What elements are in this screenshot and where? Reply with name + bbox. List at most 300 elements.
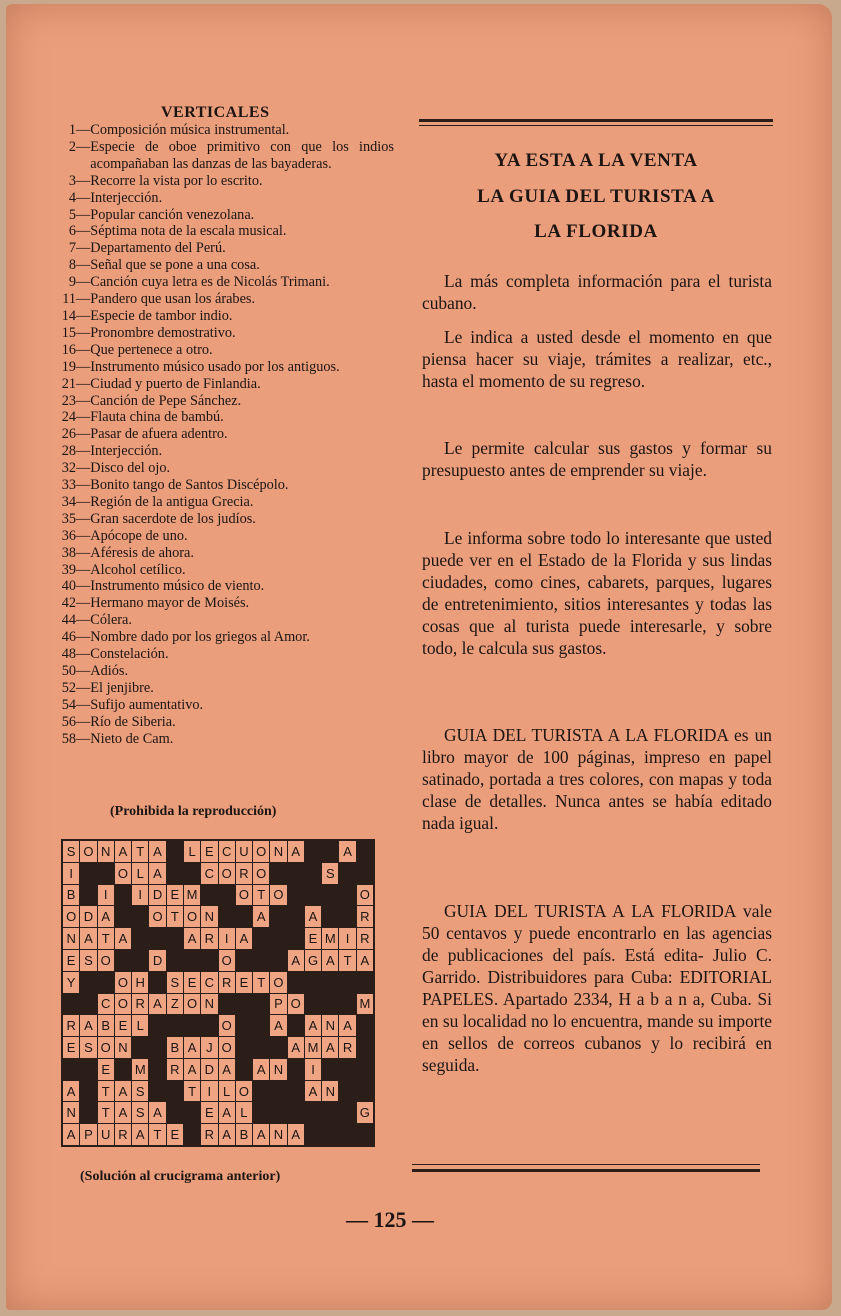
clue-text: Séptima nota de la escala musical.: [90, 223, 287, 240]
top-rule: [419, 119, 773, 122]
grid-letter-cell: A: [305, 906, 321, 927]
grid-letter-cell: C: [98, 994, 114, 1015]
grid-letter-cell: A: [184, 1037, 200, 1058]
grid-black-cell: [184, 1015, 200, 1036]
grid-letter-cell: D: [149, 950, 165, 971]
clue-number: 6: [68, 223, 76, 240]
grid-letter-cell: A: [305, 1015, 321, 1036]
grid-black-cell: [322, 841, 338, 862]
grid-black-cell: [322, 1124, 338, 1145]
clue-number: 38: [61, 544, 76, 561]
clue-item: [52, 223, 394, 240]
grid-letter-cell: R: [167, 1059, 183, 1080]
grid-letter-cell: O: [219, 863, 235, 884]
grid-black-cell: [115, 1059, 131, 1080]
grid-letter-cell: A: [115, 1102, 131, 1123]
grid-letter-cell: T: [339, 950, 355, 971]
grid-black-cell: [305, 972, 321, 993]
clue-text: Sufijo aumentativo.: [90, 696, 204, 713]
clue-text: Nieto de Cam.: [90, 730, 174, 747]
grid-black-cell: [339, 1081, 355, 1102]
grid-black-cell: [219, 906, 235, 927]
clue-dash: —: [76, 477, 91, 494]
grid-black-cell: [305, 1102, 321, 1123]
clue-text: Instrumento músico usado por los antiguos.: [90, 358, 340, 375]
grid-letter-cell: A: [253, 1124, 269, 1145]
grid-black-cell: [288, 1081, 304, 1102]
grid-black-cell: [288, 1102, 304, 1123]
clue-item: [52, 443, 394, 460]
grid-black-cell: [270, 863, 286, 884]
clue-number: 48: [61, 646, 76, 663]
clue-text: Nombre dado por los griegos al Amor.: [90, 629, 310, 646]
grid-black-cell: [132, 950, 148, 971]
grid-letter-cell: A: [322, 950, 338, 971]
ad-paragraph-5: GUIA DEL TURISTA A LA FLORIDA es un libro mayor de 100 páginas, impreso en papel satinado, portada a tres colores, con mapas y toda clase de detalles. Nunca antes se había editado nada igual.: [422, 725, 772, 833]
grid-black-cell: [80, 885, 96, 906]
clue-text: Gran sacerdote de los judíos.: [90, 510, 256, 527]
grid-letter-cell: A: [236, 928, 252, 949]
clue-dash: —: [76, 730, 91, 747]
grid-black-cell: [132, 1037, 148, 1058]
grid-letter-cell: C: [201, 863, 217, 884]
grid-letter-cell: L: [219, 1081, 235, 1102]
clue-item: [52, 697, 394, 714]
grid-letter-cell: A: [63, 1124, 79, 1145]
clue-dash: —: [76, 223, 91, 240]
grid-black-cell: [357, 1059, 373, 1080]
grid-black-cell: [132, 906, 148, 927]
grid-letter-cell: R: [201, 928, 217, 949]
clue-number: 34: [61, 493, 76, 510]
grid-letter-cell: R: [339, 1037, 355, 1058]
clue-item: [52, 190, 394, 207]
grid-black-cell: [149, 1081, 165, 1102]
grid-black-cell: [339, 972, 355, 993]
clue-text: Recorre la vista por lo escrito.: [90, 172, 263, 189]
clue-number: 14: [61, 307, 76, 324]
grid-letter-cell: P: [80, 1124, 96, 1145]
top-rule-thin: [419, 125, 773, 126]
clue-item: [52, 409, 394, 426]
ad-paragraph-2: Le indica a usted desde el momento en que piensa hacer su viaje, trámites a realizar, etc., hasta el momento de su regreso.: [422, 327, 772, 391]
bottom-rule-thin: [412, 1164, 760, 1165]
grid-black-cell: [270, 1037, 286, 1058]
clue-item: [52, 393, 394, 410]
clue-number: 5: [68, 206, 76, 223]
grid-black-cell: [115, 885, 131, 906]
grid-letter-cell: D: [201, 1059, 217, 1080]
clue-dash: —: [76, 629, 91, 646]
clue-item: [52, 663, 394, 680]
clue-item: [52, 731, 394, 748]
grid-black-cell: [357, 1081, 373, 1102]
clue-dash: —: [76, 392, 91, 409]
clue-dash: —: [76, 307, 91, 324]
grid-letter-cell: R: [357, 906, 373, 927]
grid-letter-cell: U: [98, 1124, 114, 1145]
clue-text: Hermano mayor de Moisés.: [90, 595, 250, 612]
grid-black-cell: [98, 863, 114, 884]
clue-number: 58: [61, 730, 76, 747]
grid-black-cell: [270, 928, 286, 949]
grid-black-cell: [253, 950, 269, 971]
grid-black-cell: [288, 863, 304, 884]
grid-letter-cell: S: [322, 863, 338, 884]
clue-dash: —: [76, 409, 91, 426]
clue-number: 39: [61, 561, 76, 578]
grid-black-cell: [339, 1102, 355, 1123]
grid-letter-cell: A: [184, 928, 200, 949]
clue-number: 9: [68, 274, 76, 291]
clue-item: [52, 274, 394, 291]
grid-letter-cell: T: [253, 885, 269, 906]
grid-black-cell: [288, 906, 304, 927]
grid-black-cell: [270, 1102, 286, 1123]
grid-letter-cell: T: [98, 928, 114, 949]
clue-number: 21: [61, 375, 76, 392]
grid-black-cell: [322, 994, 338, 1015]
grid-letter-cell: A: [149, 1102, 165, 1123]
grid-letter-cell: T: [167, 906, 183, 927]
clue-number: 44: [61, 612, 76, 629]
grid-letter-cell: T: [253, 972, 269, 993]
clue-number: 35: [61, 510, 76, 527]
grid-letter-cell: O: [115, 994, 131, 1015]
clue-item: [52, 291, 394, 308]
clue-number: 33: [61, 477, 76, 494]
clue-number: 32: [61, 460, 76, 477]
grid-black-cell: [270, 906, 286, 927]
grid-black-cell: [167, 1081, 183, 1102]
grid-letter-cell: O: [184, 994, 200, 1015]
clue-number: 52: [61, 679, 76, 696]
clue-number: 19: [61, 358, 76, 375]
grid-black-cell: [357, 972, 373, 993]
grid-black-cell: [132, 928, 148, 949]
grid-letter-cell: B: [98, 1015, 114, 1036]
grid-letter-cell: P: [270, 994, 286, 1015]
clue-text: Aféresis de ahora.: [90, 544, 194, 561]
grid-black-cell: [288, 972, 304, 993]
grid-letter-cell: G: [305, 950, 321, 971]
grid-letter-cell: N: [322, 1015, 338, 1036]
grid-letter-cell: D: [80, 906, 96, 927]
grid-letter-cell: A: [305, 1081, 321, 1102]
grid-black-cell: [167, 863, 183, 884]
clue-text: Constelación.: [90, 646, 169, 663]
grid-black-cell: [184, 863, 200, 884]
grid-letter-cell: A: [98, 906, 114, 927]
clue-item: [52, 646, 394, 663]
clue-dash: —: [76, 696, 91, 713]
grid-black-cell: [253, 928, 269, 949]
grid-letter-cell: M: [305, 1037, 321, 1058]
grid-black-cell: [236, 1015, 252, 1036]
grid-black-cell: [305, 885, 321, 906]
grid-black-cell: [339, 863, 355, 884]
grid-letter-cell: O: [219, 1015, 235, 1036]
grid-black-cell: [339, 1059, 355, 1080]
grid-black-cell: [201, 885, 217, 906]
grid-letter-cell: O: [288, 994, 304, 1015]
grid-black-cell: [149, 1059, 165, 1080]
clue-dash: —: [76, 646, 91, 663]
grid-black-cell: [167, 928, 183, 949]
grid-letter-cell: S: [132, 1081, 148, 1102]
grid-black-cell: [63, 994, 79, 1015]
grid-letter-cell: A: [270, 1015, 286, 1036]
grid-letter-cell: E: [167, 1124, 183, 1145]
grid-letter-cell: R: [357, 928, 373, 949]
clue-dash: —: [76, 595, 91, 612]
grid-letter-cell: E: [63, 1037, 79, 1058]
clue-number: 56: [61, 713, 76, 730]
clue-item: [52, 376, 394, 393]
grid-letter-cell: T: [132, 841, 148, 862]
grid-black-cell: [253, 1081, 269, 1102]
grid-letter-cell: S: [80, 1037, 96, 1058]
grid-letter-cell: A: [253, 906, 269, 927]
clue-text: Que pertenece a otro.: [90, 341, 213, 358]
grid-black-cell: [149, 1037, 165, 1058]
clue-text: Departamento del Perú.: [90, 240, 226, 257]
page-number: — 125 —: [346, 1207, 434, 1232]
clue-number: 8: [68, 257, 76, 274]
grid-black-cell: [253, 1102, 269, 1123]
grid-letter-cell: A: [288, 1037, 304, 1058]
grid-letter-cell: E: [167, 885, 183, 906]
grid-letter-cell: A: [322, 1037, 338, 1058]
clue-number: 24: [61, 409, 76, 426]
grid-letter-cell: U: [236, 841, 252, 862]
grid-letter-cell: O: [236, 885, 252, 906]
grid-letter-cell: O: [253, 841, 269, 862]
clue-item: [52, 629, 394, 646]
clue-item: [52, 511, 394, 528]
grid-letter-cell: I: [98, 885, 114, 906]
grid-black-cell: [322, 1059, 338, 1080]
grid-black-cell: [270, 1081, 286, 1102]
clue-text: Disco del ojo.: [90, 460, 171, 477]
grid-letter-cell: I: [63, 863, 79, 884]
grid-letter-cell: R: [63, 1015, 79, 1036]
grid-letter-cell: A: [80, 928, 96, 949]
grid-letter-cell: A: [219, 1124, 235, 1145]
grid-black-cell: [201, 950, 217, 971]
grid-letter-cell: I: [201, 1081, 217, 1102]
clue-dash: —: [76, 443, 91, 460]
grid-letter-cell: N: [201, 994, 217, 1015]
grid-letter-cell: T: [98, 1081, 114, 1102]
clue-dash: —: [76, 358, 91, 375]
grid-black-cell: [253, 1037, 269, 1058]
grid-letter-cell: N: [322, 1081, 338, 1102]
clue-text: El jenjibre.: [90, 679, 154, 696]
grid-letter-cell: R: [132, 994, 148, 1015]
grid-black-cell: [339, 885, 355, 906]
clue-text: Composición música instrumental.: [90, 122, 290, 138]
clue-dash: —: [76, 460, 91, 477]
grid-black-cell: [80, 994, 96, 1015]
grid-letter-cell: A: [115, 841, 131, 862]
clue-text: Pandero que usan los árabes.: [90, 291, 256, 308]
clue-text: Bonito tango de Santos Discépolo.: [90, 477, 289, 494]
grid-letter-cell: N: [201, 906, 217, 927]
grid-black-cell: [322, 1102, 338, 1123]
verticales-heading: VERTICALES: [161, 104, 270, 121]
clue-dash: —: [76, 426, 91, 443]
clue-item: [52, 342, 394, 359]
clue-number: 2: [68, 138, 76, 155]
grid-letter-cell: O: [98, 950, 114, 971]
grid-black-cell: [357, 1015, 373, 1036]
grid-black-cell: [236, 906, 252, 927]
clue-item: [52, 308, 394, 325]
grid-letter-cell: I: [132, 885, 148, 906]
ad-paragraph-4: Le informa sobre todo lo interesante que usted puede ver en el Estado de la Florida y sus lindas ciudades, como cines, cabarets, parques, lugares de entretenimiento, sitios interesantes y todas las cosas que al turista puede interesarle, y sobre todo, le calcula sus gastos.: [422, 528, 772, 658]
grid-letter-cell: A: [132, 1124, 148, 1145]
grid-black-cell: [305, 1124, 321, 1145]
grid-letter-cell: S: [80, 950, 96, 971]
clue-dash: —: [76, 257, 91, 274]
clue-dash: —: [76, 578, 91, 595]
grid-black-cell: [236, 1037, 252, 1058]
clue-item: [52, 207, 394, 224]
grid-letter-cell: R: [219, 972, 235, 993]
grid-black-cell: [80, 1081, 96, 1102]
grid-black-cell: [357, 863, 373, 884]
grid-letter-cell: M: [357, 994, 373, 1015]
clue-text: Especie de oboe primitivo con que los indios acompañaban las danzas de las bayaderas.: [90, 138, 394, 172]
grid-black-cell: [149, 928, 165, 949]
grid-letter-cell: M: [322, 928, 338, 949]
grid-black-cell: [184, 1102, 200, 1123]
grid-letter-cell: E: [184, 972, 200, 993]
clue-number: 23: [61, 392, 76, 409]
clue-number: 28: [61, 443, 76, 460]
clue-text: Señal que se pone a una cosa.: [90, 257, 260, 274]
clue-text: Instrumento músico de viento.: [90, 578, 265, 595]
grid-letter-cell: E: [236, 972, 252, 993]
ad-paragraph-6: GUIA DEL TURISTA A LA FLORIDA vale 50 centavos y puede encontrarlo en las agencias de publicaciones del país. Está edita- Julio C. Garrido. Distribuidores para Cuba: EDITORIAL PAPELES. Apartado 2334, H a b a n a, Cuba. Si en su localidad no lo encuentra, mande su importe en sellos de correos cubanos y lo recibirá en seguida.: [422, 901, 772, 1075]
grid-letter-cell: C: [201, 972, 217, 993]
grid-letter-cell: N: [270, 841, 286, 862]
grid-letter-cell: A: [339, 1015, 355, 1036]
clue-dash: —: [76, 679, 91, 696]
clue-text: Adiós.: [90, 663, 129, 679]
clue-item: [52, 562, 394, 579]
clue-number: 26: [61, 426, 76, 443]
grid-letter-cell: H: [132, 972, 148, 993]
clue-dash: —: [76, 172, 91, 189]
clue-item: [52, 139, 394, 173]
clue-item: [52, 460, 394, 477]
grid-letter-cell: C: [219, 841, 235, 862]
clue-item: [52, 325, 394, 342]
clue-text: Ciudad y puerto de Finlandia.: [90, 375, 261, 392]
grid-letter-cell: E: [201, 841, 217, 862]
grid-black-cell: [288, 1015, 304, 1036]
ad-title-line-1: YA ESTA A LA VENTA: [494, 150, 698, 171]
clue-number: 54: [61, 696, 76, 713]
grid-letter-cell: O: [236, 1081, 252, 1102]
clue-item: [52, 714, 394, 731]
clue-item: [52, 494, 394, 511]
grid-black-cell: [357, 841, 373, 862]
grid-black-cell: [80, 972, 96, 993]
grid-letter-cell: T: [149, 1124, 165, 1145]
clue-number: 46: [61, 629, 76, 646]
clue-number: 40: [61, 578, 76, 595]
grid-letter-cell: T: [184, 1081, 200, 1102]
grid-letter-cell: Z: [167, 994, 183, 1015]
grid-letter-cell: Y: [63, 972, 79, 993]
grid-black-cell: [339, 1124, 355, 1145]
grid-letter-cell: M: [184, 885, 200, 906]
clue-text: Canción cuya letra es de Nicolás Trimani.: [90, 274, 330, 291]
grid-letter-cell: O: [149, 906, 165, 927]
clue-item: [52, 173, 394, 190]
grid-letter-cell: I: [305, 1059, 321, 1080]
grid-letter-cell: A: [149, 994, 165, 1015]
grid-letter-cell: A: [80, 1015, 96, 1036]
grid-black-cell: [288, 885, 304, 906]
grid-black-cell: [167, 841, 183, 862]
grid-letter-cell: O: [219, 950, 235, 971]
grid-letter-cell: N: [115, 1037, 131, 1058]
grid-black-cell: [270, 950, 286, 971]
grid-letter-cell: O: [115, 863, 131, 884]
crossword-solution-grid: [61, 839, 375, 1147]
clue-text: Cólera.: [90, 612, 132, 629]
clue-dash: —: [76, 341, 91, 358]
clue-item: [52, 578, 394, 595]
grid-letter-cell: N: [270, 1059, 286, 1080]
grid-black-cell: [80, 863, 96, 884]
grid-black-cell: [80, 1102, 96, 1123]
grid-black-cell: [236, 950, 252, 971]
clue-dash: —: [76, 240, 91, 257]
clue-number: 36: [61, 527, 76, 544]
grid-letter-cell: O: [98, 1037, 114, 1058]
clue-text: Canción de Pepe Sánchez.: [90, 392, 242, 409]
clue-dash: —: [76, 493, 91, 510]
clue-text: Interjección.: [90, 443, 163, 460]
grid-letter-cell: G: [357, 1102, 373, 1123]
grid-black-cell: [305, 863, 321, 884]
clue-dash: —: [76, 375, 91, 392]
grid-black-cell: [253, 1015, 269, 1036]
grid-letter-cell: N: [63, 1102, 79, 1123]
grid-letter-cell: A: [288, 950, 304, 971]
clue-number: 50: [61, 663, 76, 679]
grid-letter-cell: B: [236, 1124, 252, 1145]
grid-letter-cell: N: [98, 841, 114, 862]
grid-letter-cell: L: [132, 863, 148, 884]
clue-dash: —: [76, 138, 91, 155]
clue-number: 3: [68, 172, 76, 189]
grid-black-cell: [305, 994, 321, 1015]
grid-letter-cell: E: [305, 928, 321, 949]
grid-letter-cell: A: [339, 841, 355, 862]
clue-item: [52, 240, 394, 257]
grid-black-cell: [80, 1059, 96, 1080]
clue-dash: —: [76, 510, 91, 527]
grid-letter-cell: O: [63, 906, 79, 927]
grid-black-cell: [149, 1015, 165, 1036]
clue-item: [52, 122, 394, 139]
